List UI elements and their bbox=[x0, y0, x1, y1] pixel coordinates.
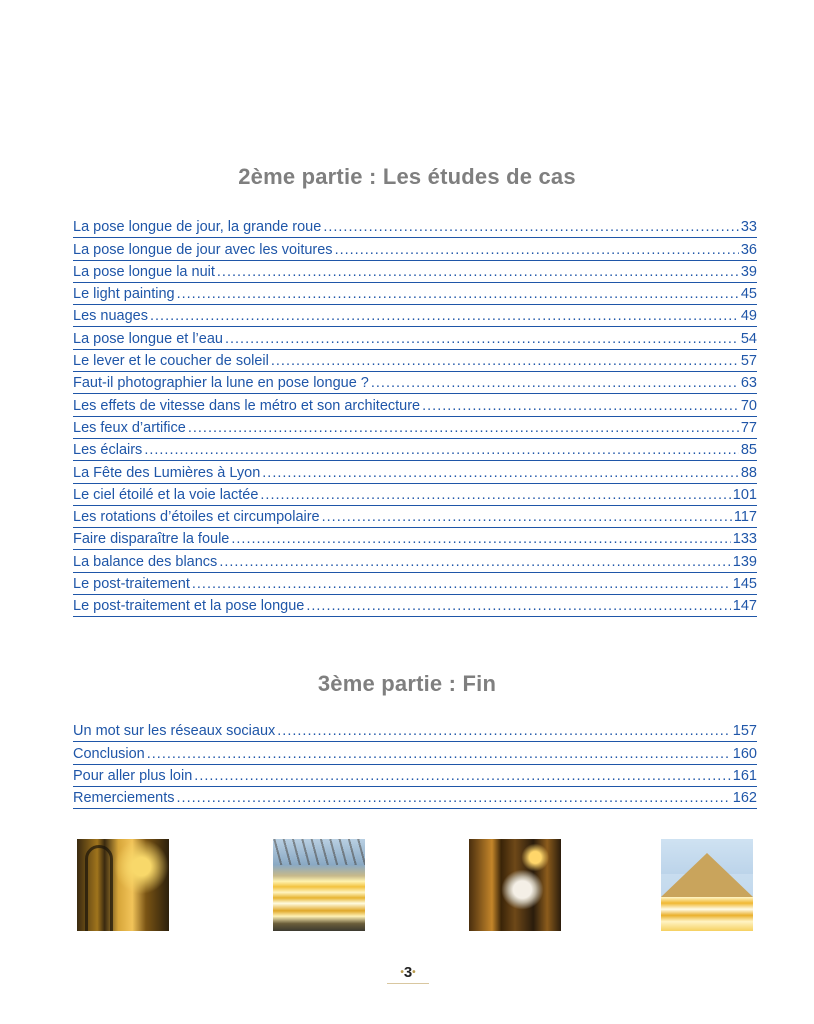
part2-title: 2ème partie : Les études de cas bbox=[238, 164, 576, 189]
toc-entry-label: Faire disparaître la foule bbox=[73, 531, 230, 548]
toc-leader-dots bbox=[260, 486, 730, 505]
toc-entry-label: La pose longue de jour avec les voitures bbox=[73, 241, 333, 258]
toc-entry-label: Les nuages bbox=[73, 308, 148, 325]
toc-leader-dots bbox=[147, 745, 731, 764]
toc-entry[interactable] bbox=[73, 327, 757, 349]
toc-leader-dots bbox=[422, 397, 739, 416]
toc-entry-page: 33 bbox=[740, 219, 757, 236]
toc-entry-page: 36 bbox=[740, 241, 757, 258]
toc-entry[interactable] bbox=[73, 216, 757, 238]
toc-entry[interactable] bbox=[73, 595, 757, 617]
toc-entry-page: 139 bbox=[732, 553, 757, 570]
toc-leader-dots bbox=[271, 352, 739, 371]
toc-entry-page: 147 bbox=[732, 598, 757, 615]
page-number-value: 3 bbox=[403, 964, 413, 981]
page-number bbox=[387, 964, 429, 984]
toc-entry[interactable] bbox=[73, 720, 757, 742]
toc-entry-page: 133 bbox=[732, 531, 757, 548]
toc-entry[interactable] bbox=[73, 528, 757, 550]
toc-leader-dots bbox=[217, 263, 739, 282]
toc-entry-label: Les effets de vitesse dans le métro et son architecture bbox=[73, 397, 421, 414]
toc-entry-label: Pour aller plus loin bbox=[73, 767, 193, 784]
toc-entry[interactable] bbox=[73, 550, 757, 572]
toc-entry[interactable] bbox=[73, 506, 757, 528]
toc-leader-dots bbox=[371, 374, 739, 393]
toc-leader-dots bbox=[262, 464, 739, 483]
toc-entry[interactable] bbox=[73, 787, 757, 809]
toc-leader-dots bbox=[323, 218, 739, 237]
toc-entry[interactable] bbox=[73, 573, 757, 595]
thumbnail-photo-light-trails bbox=[273, 839, 365, 931]
toc-entry-page: 45 bbox=[740, 286, 757, 303]
toc-entry-page: 39 bbox=[740, 263, 757, 280]
toc-leader-dots bbox=[277, 722, 731, 741]
toc-leader-dots bbox=[335, 241, 739, 260]
toc-entry[interactable] bbox=[73, 765, 757, 787]
toc-entry-label: Les rotations d’étoiles et circumpolaire bbox=[73, 509, 320, 526]
toc-leader-dots bbox=[225, 330, 739, 349]
toc-entry-label: La pose longue la nuit bbox=[73, 263, 215, 280]
toc-entry[interactable] bbox=[73, 261, 757, 283]
toc-leader-dots bbox=[192, 575, 731, 594]
toc-entry-page: 117 bbox=[733, 509, 757, 526]
toc-leader-dots bbox=[177, 789, 731, 808]
toc-entry-label: La pose longue de jour, la grande roue bbox=[73, 219, 322, 236]
toc-entry-label: La Fête des Lumières à Lyon bbox=[73, 464, 261, 481]
toc-entry-label: Conclusion bbox=[73, 745, 145, 762]
toc-entry-page: 145 bbox=[732, 576, 757, 593]
part3-title: 3ème partie : Fin bbox=[317, 671, 497, 696]
toc-entry[interactable] bbox=[73, 394, 757, 416]
toc-entry-page: 161 bbox=[732, 767, 757, 784]
toc-entry-page: 101 bbox=[732, 486, 757, 503]
toc-entry-label: Le post-traitement et la pose longue bbox=[73, 598, 305, 615]
page-number-dot-left: • bbox=[400, 967, 404, 978]
toc-entry-label: Remerciements bbox=[73, 790, 175, 807]
thumbnail-photo-statue bbox=[469, 839, 561, 931]
toc-entry-page: 70 bbox=[740, 397, 757, 414]
toc-entry-page: 160 bbox=[732, 745, 757, 762]
part2-toc-list bbox=[73, 216, 757, 617]
toc-leader-dots bbox=[219, 553, 730, 572]
toc-entry[interactable] bbox=[73, 484, 757, 506]
toc-entry[interactable] bbox=[73, 372, 757, 394]
toc-entry-page: 77 bbox=[740, 419, 757, 436]
toc-leader-dots bbox=[144, 441, 739, 460]
toc-entry[interactable] bbox=[73, 350, 757, 372]
toc-entry[interactable] bbox=[73, 283, 757, 305]
toc-leader-dots bbox=[231, 530, 730, 549]
toc-entry[interactable] bbox=[73, 461, 757, 483]
toc-entry-label: Le ciel étoilé et la voie lactée bbox=[73, 486, 259, 503]
thumbnail-photo-golden-door bbox=[77, 839, 169, 931]
toc-entry[interactable] bbox=[73, 417, 757, 439]
toc-entry[interactable] bbox=[73, 439, 757, 461]
toc-entry[interactable] bbox=[73, 238, 757, 260]
toc-entry-label: Le post-traitement bbox=[73, 576, 190, 593]
toc-entry-label: Faut-il photographier la lune en pose longue ? bbox=[73, 375, 369, 392]
page-number-dot-right: • bbox=[412, 967, 416, 978]
toc-entry-page: 88 bbox=[740, 464, 757, 481]
toc-leader-dots bbox=[188, 419, 739, 438]
thumbnail-photo-carousel bbox=[661, 839, 753, 931]
toc-leader-dots bbox=[194, 767, 731, 786]
toc-entry-label: La pose longue et l’eau bbox=[73, 330, 223, 347]
toc-entry-label: Le lever et le coucher de soleil bbox=[73, 353, 269, 370]
toc-entry-page: 54 bbox=[740, 330, 757, 347]
toc-entry-label: Le light painting bbox=[73, 286, 175, 303]
toc-entry-page: 57 bbox=[740, 353, 757, 370]
toc-entry-label: Les éclairs bbox=[73, 442, 143, 459]
toc-entry-page: 63 bbox=[740, 375, 757, 392]
toc-leader-dots bbox=[322, 508, 732, 527]
toc-leader-dots bbox=[306, 597, 730, 616]
toc-entry-page: 49 bbox=[740, 308, 757, 325]
toc-entry[interactable] bbox=[73, 305, 757, 327]
toc-leader-dots bbox=[177, 285, 739, 304]
part3-toc-list bbox=[73, 720, 757, 809]
toc-entry-page: 85 bbox=[740, 442, 757, 459]
toc-leader-dots bbox=[150, 307, 739, 326]
toc-entry-page: 157 bbox=[732, 723, 757, 740]
toc-entry-label: La balance des blancs bbox=[73, 553, 218, 570]
toc-entry-page: 162 bbox=[732, 790, 757, 807]
toc-entry-label: Un mot sur les réseaux sociaux bbox=[73, 723, 276, 740]
toc-entry[interactable] bbox=[73, 742, 757, 764]
toc-entry-label: Les feux d’artifice bbox=[73, 419, 186, 436]
